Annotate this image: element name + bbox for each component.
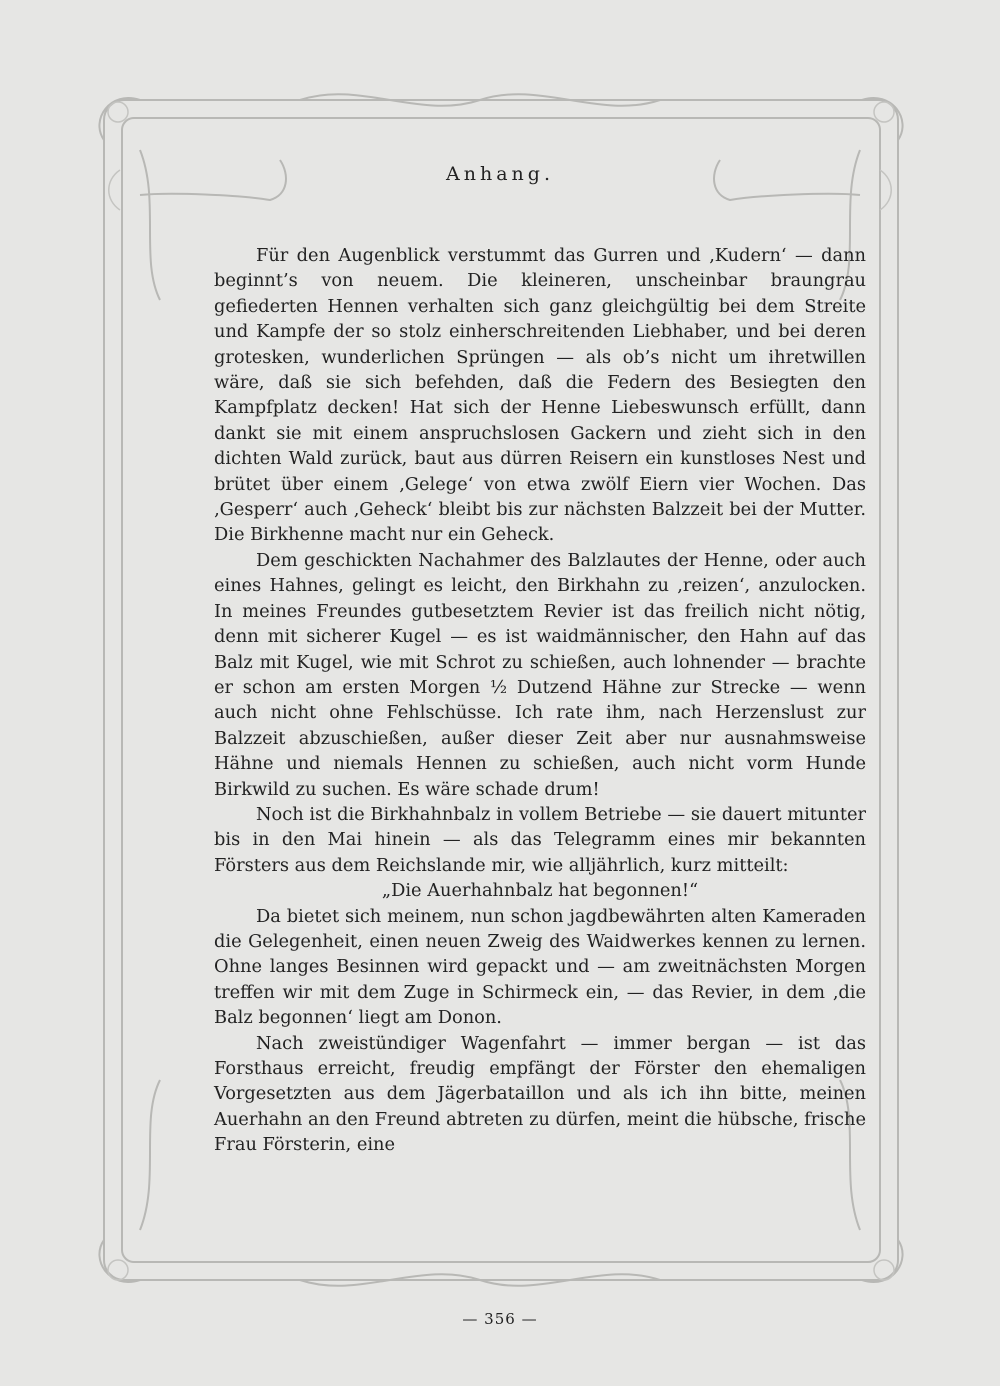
- running-header: Anhang.: [446, 163, 554, 185]
- paragraph: Dem geschickten Nachahmer des Balzlautes der Henne, oder auch eines Hahnes, gelingt es leicht, den Birkhahn zu ‚reizen‘, anzulocken. In meines Freundes gutbesetztem Revier ist das freilich nicht nötig, denn mit sicherer Kugel — es ist waidmännischer, den Hahn auf das Balz mit Kugel, wie mit Schrot zu schießen, auch lohnender — brachte er schon am ersten Morgen ½ Dutzend Hähne zur Strecke — wenn auch nicht ohne Fehlschüsse. Ich rate ihm, nach Herzenslust zur Balzzeit abzuschießen, außer dieser Zeit aber nur ausnahmsweise Hähne und niemals Hennen zu schießen, auch nicht vorm Hunde Birkwild zu suchen. Es wäre schade drum!: [214, 549, 866, 800]
- body-text: [214, 243, 866, 1158]
- paragraph: Noch ist die Birkhahnbalz in vollem Betriebe — sie dauert mitunter bis in den Mai hinein — als das Telegramm eines mir bekannten Försters aus dem Reichslande mir, wie alljährlich, kurz mitteilt:: [214, 803, 866, 876]
- paragraph: Für den Augenblick verstummt das Gurren und ‚Kudern‘ — dann beginnt’s von neuem. Die kleineren, unscheinbar braungrau gefiederten Hennen verhalten sich ganz gleichgültig bei dem Streite und Kampfe der so stolz einherschreitenden Liebhaber, und bei deren grotesken, wunderlichen Sprüngen — als ob’s nicht um ihretwillen wäre, daß sie sich befehden, daß die Federn des Besiegten den Kampfplatz decken! Hat sich der Henne Liebeswunsch erfüllt, dann dankt sie mit einem anspruchslosen Gackern und zieht sich in den dichten Wald zurück, baut aus dürren Reisern ein kunstloses Nest und brütet über einem ‚Gelege‘ von etwa zwölf Eiern vier Wochen. Das ‚Gesperr‘ auch ‚Geheck‘ bleibt bis zur nächsten Balzzeit bei der Mutter. Die Birkhenne macht nur ein Geheck.: [214, 245, 866, 546]
- paragraph: Da bietet sich meinem, nun schon jagdbewährten alten Kameraden die Gelegenheit, einen neuen Zweig des Waidwerkes kennen zu lernen. Ohne langes Besinnen wird gepackt und — am zweitnächsten Morgen treffen wir mit dem Zuge in Schirmeck ein, — das Revier, in dem ‚die Balz begonnen‘ liegt am Donon.: [214, 905, 866, 1029]
- page-number: — 356 —: [462, 1310, 538, 1328]
- quoted-telegram: „Die Auerhahnbalz hat begonnen!“: [381, 880, 699, 902]
- paragraph: Nach zweistündiger Wagenfahrt — immer bergan — ist das Forsthaus erreicht, freudig empfängt der Förster den ehemaligen Vorgesetzten aus dem Jägerbataillon und als ich ihn bitte, meinen Auerhahn an den Freund abtreten zu dürfen, meint die hübsche, frische Frau Försterin, eine: [214, 1032, 866, 1156]
